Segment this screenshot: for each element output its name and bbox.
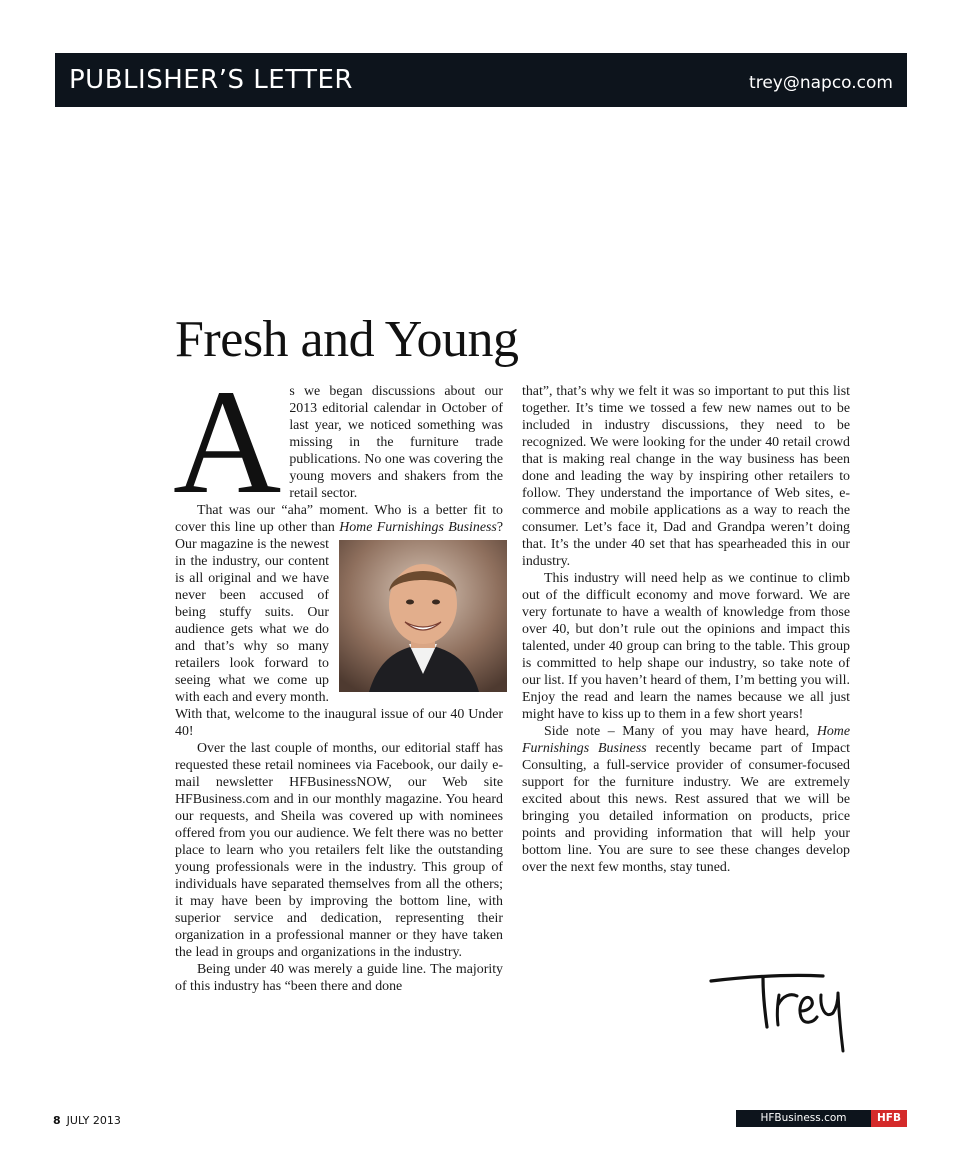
handwritten-signature (705, 965, 855, 1060)
paragraph-side-note (522, 723, 850, 876)
footer-brand-badge (736, 1110, 907, 1127)
paragraph-intro-text: s we began discussions about our 2013 editorial calendar in October of last year, we noticed something was missing in the furniture trade publications. No one was covering the young movers and shakers from the retail sector. (289, 384, 503, 501)
magazine-name: Home Furnishings Business (339, 520, 497, 535)
paragraph-nominees: Over the last couple of months, our editorial staff has requested these retail nominees via Facebook, our daily e-mail newsletter HFBusinessNOW, our Web site HFBusiness.com and in our monthly magazine. You heard our requests, and Sheila was covered up with nominees offered from you our audience. We felt there was no better place to learn who you retailers felt like the outstanding young professionals were in the industry. This group of individuals have separated themselves from all the others; it may have been by improving the bottom line, with superior service and dedication, representing their organization in a professional manner or they have taken the lead in groups and organizations in the industry. (175, 741, 503, 960)
article-column-left (173, 359, 503, 995)
paragraph-list: that”, that’s why we felt it was so important to put this list together. It’s time we tossed a few new names out to be included in industry discussions, they need to be recognized. We were looking for the under 40 retail crowd that is making real change in the way business has been done and leading the way by inspiring other retailers to follow. They understand the importance of Web sites, e-commerce and mobile applications as a way to reach the consumer. Let’s face it, Dad and Grandpa weren’t doing that. It’s the under 40 set that has spearheaded this in our industry. (522, 384, 850, 569)
section-header (55, 53, 907, 107)
website-link[interactable]: HFBusiness.com (736, 1110, 871, 1127)
article-column-right (522, 383, 850, 876)
paragraph-aha (175, 502, 503, 740)
page-number: 8 (53, 1114, 61, 1127)
issue-date: JULY 2013 (66, 1114, 121, 1127)
magazine-name-2: Home Furnishings Business (522, 724, 850, 756)
publisher-email[interactable]: trey@napco.com (749, 73, 893, 93)
publisher-photo (339, 540, 507, 692)
paragraph-help: This industry will need help as we continue to climb out of the difficult economy and move forward. We are very fortunate to have a wealth of knowledge from those over 40, but don’t rule out the opinions and impact this talented, under 40 group can bring to the table. This group is committed to help shape our industry, so take note of our list. If you haven’t heard of them, I’m betting you will. Enjoy the read and learn the names because we all just might have to kiss up to them in a few short years! (522, 571, 850, 722)
page-footer (53, 1114, 121, 1127)
brand-logo: HFB (871, 1110, 907, 1127)
paragraph-aha-text-b: ? Our magazine is the newest in the industry, our content is all original and we have never been accused of being stuffy suits. Our audience gets what we do and that’s why so many retailers look forward to seeing what we come up with each and every month. With that, welcome to the inaugural issue of our 40 Under 40! (175, 520, 503, 739)
section-title: PUBLISHER’S LETTER (69, 65, 353, 95)
side-note-text-b: recently became part of Impact Consulting, a full-service provider of consumer-focused support for the furniture industry. We are extremely excited about this news. Rest assured that we will be bringing you detailed information on products, price points and providing information that will help your bottom line. You are sure to see these changes develop over the next few months, stay tuned. (522, 741, 850, 875)
paragraph-under-40: Being under 40 was merely a guide line. The majority of this industry has “been there and done (175, 962, 503, 994)
side-note-text-a: Side note – Many of you may have heard, (544, 724, 817, 739)
article-title: Fresh and Young (175, 311, 519, 368)
paragraph-aha-text-a: That was our “aha” moment. Who is a better fit to cover this line up other than (175, 503, 503, 535)
drop-cap: A (173, 359, 282, 525)
